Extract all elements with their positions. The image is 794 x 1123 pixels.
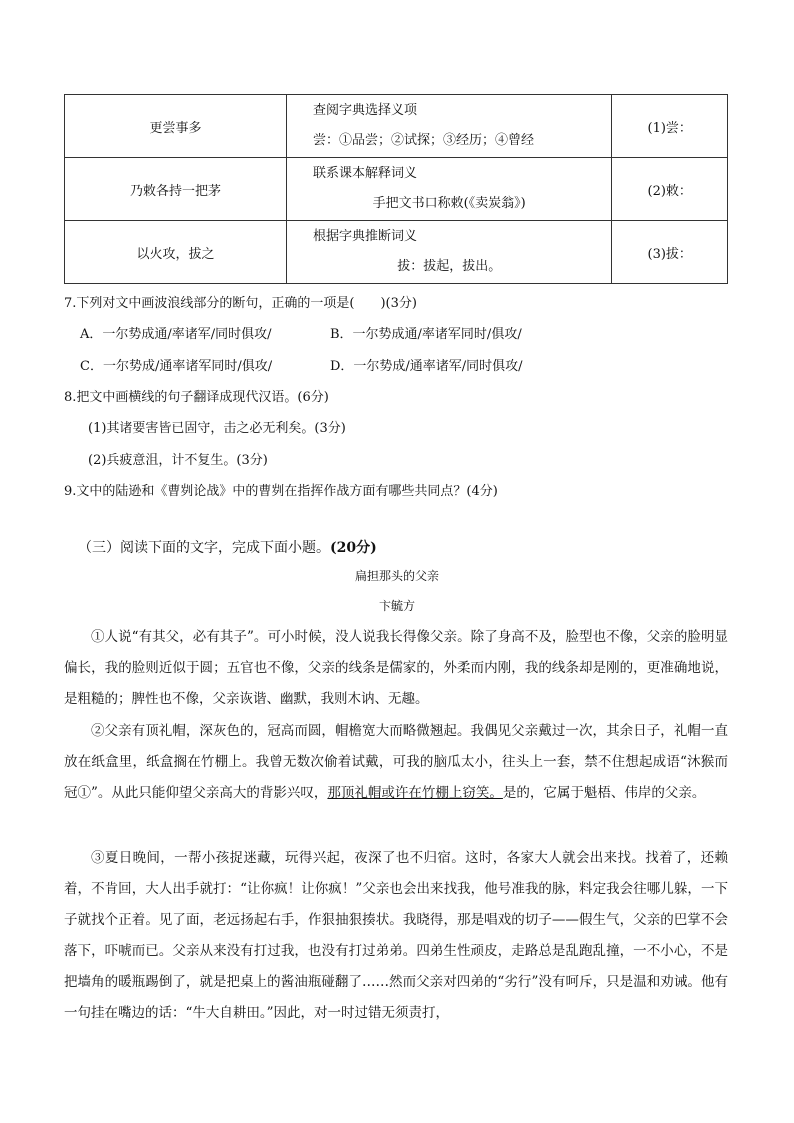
table-row	[65, 221, 728, 284]
section-points: (20分)	[330, 540, 377, 556]
answer-cell: (3)拔：	[612, 221, 728, 284]
question-7-option-a: A．一尔势成通/率诸军/同时俱攻/	[80, 327, 272, 342]
method-text: 根据字典推断词义	[312, 229, 417, 244]
paragraph-1: ①人说“有其父，必有其子”。可小时候，没人说我长得像父亲。除了身高不及，脸型也不像，父亲的脸明显偏长，我的脸则近似于圆；五官也不像，父亲的线条是儒家的，外柔而内刚，我的线条却是刚的，更准确地说，是粗糙的；脾性也不像，父亲诙谐、幽默，我则木讷、无趣。	[64, 629, 728, 707]
phrase-cell: 以火攻，拔之	[65, 221, 287, 284]
method-cell	[286, 158, 612, 221]
paragraph-2	[64, 716, 728, 809]
answer-cell: (2)敕：	[612, 158, 728, 221]
article-author: 卞毓方	[378, 599, 415, 613]
table-row	[65, 95, 728, 158]
paragraph-2-underlined: 那顶礼帽或许在竹棚上窃笑。	[327, 785, 503, 801]
question-7-option-c: C．一尔势成/通率诸军同时/俱攻/	[80, 359, 273, 374]
detail-text: 尝：①品尝；②试探；③经历；④曾经	[312, 133, 534, 148]
paragraph-2-text-b: 是的，它属于魁梧、伟岸的父亲。	[502, 785, 706, 801]
vocabulary-table	[64, 94, 728, 284]
question-7-option-d: D．一尔势成/通率诸军/同时俱攻/	[330, 359, 523, 374]
question-9-stem: 9.文中的陆逊和《曹刿论战》中的曹刿在指挥作战方面有哪些共同点？(4分)	[64, 484, 498, 499]
paragraph-3: ③夏日晚间，一帮小孩捉迷藏，玩得兴起，夜深了也不归宿。这时，各家大人就会出来找。找着了，还赖着，不肯回，大人出手就打：“让你疯！让你疯！”父亲也会出来找我，他号准我的脉，料定我会往哪儿躲，一下子就找个正着。见了面，老远扬起右手，作狠抽狠揍状。我晓得，那是唱戏的切子——假生气，父亲的巴掌不会落下，吓唬而已。父亲从来没有打过我，也没有打过弟弟。四弟生性顽皮，走路总是乱跑乱撞，一不小心，不是把墙角的暖瓶踢倒了，就是把桌上的酱油瓶碰翻了……然而父亲对四弟的“劣行”没有呵斥，只是温和劝诫。他有一句挂在嘴边的话：“牛大自耕田。”因此，对一时过错无须责打，	[64, 850, 728, 1021]
phrase-cell: 更尝事多	[65, 95, 287, 158]
phrase-cell: 乃敕各持一把茅	[65, 158, 287, 221]
method-cell	[286, 95, 612, 158]
table-row	[65, 158, 728, 221]
article-title: 扁担那头的父亲	[354, 569, 439, 583]
question-7-stem: 7.下列对文中画波浪线部分的断句，正确的一项是( )(3分)	[64, 296, 417, 311]
paragraph-2-text-a: ②父亲有顶礼帽，深灰色的，冠高而圆，帽檐宽大而略微翘起。我偶见父亲戴过一次，其余日子，礼帽一直放在纸盒里，纸盒搁在竹棚上。我曾无数次偷着试戴，可我的脑瓜太小，往头上一套，禁不住想起成语“沐猴而冠①”。从此只能仰望父亲高大的背影兴叹，	[64, 723, 728, 801]
section-heading-text: （三）阅读下面的文字，完成下面小题。	[78, 540, 330, 556]
question-8-sub-2: (2)兵疲意沮，计不复生。(3分)	[88, 453, 268, 468]
detail-text: 手把文书口称敕(《卖炭翁》)	[372, 196, 526, 211]
detail-text: 拔：拔起，拔出。	[397, 259, 502, 274]
question-8-stem: 8.把文中画横线的句子翻译成现代汉语。(6分)	[64, 390, 329, 405]
question-7-option-b: B．一尔势成通/率诸军同时/俱攻/	[330, 327, 522, 342]
question-8-sub-1: (1)其诸要害皆已固守，击之必无利矣。(3分)	[88, 421, 346, 436]
method-cell	[286, 221, 612, 284]
method-text: 联系课本解释词义	[312, 166, 417, 181]
method-text: 查阅字典选择义项	[312, 103, 417, 118]
answer-cell: (1)尝：	[612, 95, 728, 158]
section-heading	[78, 537, 377, 557]
